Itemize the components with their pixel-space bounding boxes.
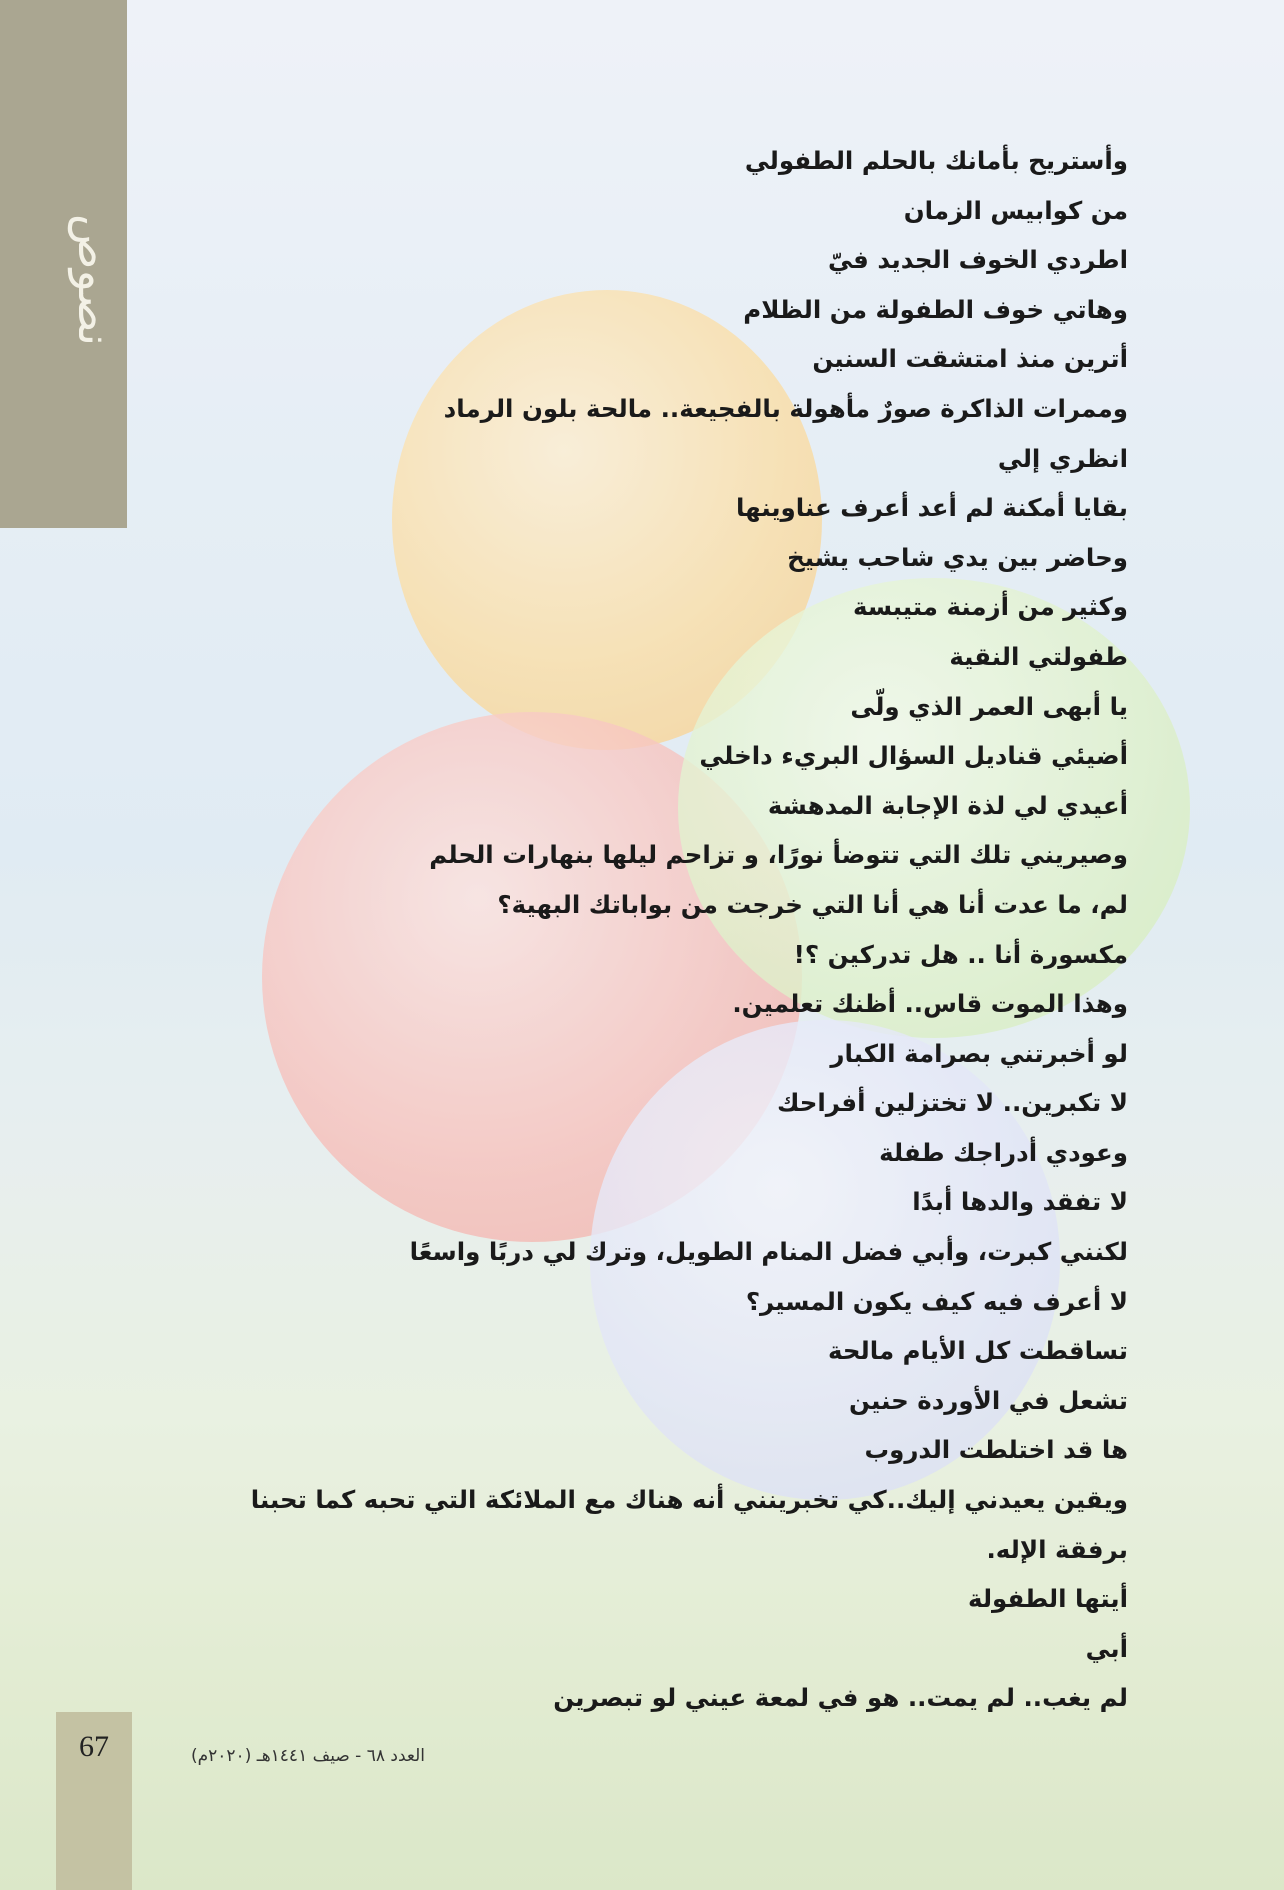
- poem-line: تشعل في الأوردة حنين: [849, 1385, 1128, 1415]
- issue-info: العدد ٦٨ - صيف ١٤٤١هـ (٢٠٢٠م): [190, 1746, 425, 1766]
- poem-line: اطردي الخوف الجديد فيّ: [828, 245, 1128, 275]
- poem-line: وكثير من أزمنة متيبسة: [852, 592, 1128, 622]
- poem-line: ويقين يعيدني إليك..كي تخبرينني أنه هناك مع الملائكة التي تحبه كما تحبنا: [250, 1485, 1128, 1515]
- poem-line: أضيئي قناديل السؤال البريء داخلي: [699, 741, 1128, 771]
- poem-line: أبي: [1085, 1633, 1128, 1663]
- poem-line: طفولتي النقية: [949, 641, 1128, 671]
- poem-line: لكنني كبرت، وأبي فضل المنام الطويل، وترك لي دربًا واسعًا: [409, 1237, 1128, 1267]
- poem-line: لم، ما عدت أنا هي أنا التي خرجت من بواباتك البهية؟: [497, 889, 1128, 919]
- poem-line: لا تكبرين.. لا تختزلين أفراحك: [776, 1088, 1128, 1118]
- page-number: 67: [79, 1730, 109, 1763]
- poem-line: لم يغب.. لم يمت.. هو في لمعة عيني لو تبصرين: [553, 1683, 1128, 1713]
- poem-line: وممرات الذاكرة صورٌ مأهولة بالفجيعة.. مالحة بلون الرماد: [443, 393, 1128, 423]
- poem-body: [150, 136, 1128, 1723]
- poem-line: وحاضر بين يدي شاحب يشيخ: [787, 542, 1128, 572]
- poem-line: لا أعرف فيه كيف يكون المسير؟: [745, 1286, 1128, 1316]
- poem-line: انظري إلي: [997, 443, 1128, 473]
- poem-line: برفقة الإله.: [986, 1534, 1128, 1564]
- poem-line: بقايا أمكنة لم أعد أعرف عناوينها: [735, 493, 1128, 523]
- poem-line: لا تفقد والدها أبدًا: [912, 1187, 1128, 1217]
- poem-line: وأستريح بأمانك بالحلم الطفولي: [744, 146, 1128, 175]
- section-label: نصوص: [68, 213, 122, 347]
- poem-line: وعودي أدراجك طفلة: [879, 1137, 1128, 1167]
- poem-line: أعيدي لي لذة الإجابة المدهشة: [767, 790, 1128, 820]
- poem-line: وهذا الموت قاس.. أظنك تعلمين.: [732, 989, 1128, 1019]
- poem-line: لو أخبرتني بصرامة الكبار: [830, 1038, 1128, 1068]
- poem-line: أيتها الطفولة: [967, 1584, 1128, 1614]
- poem-line: وصيريني تلك التي تتوضأ نورًا، و تزاحم ليلها بنهارات الحلم: [429, 840, 1128, 870]
- poem-line: تساقطت كل الأيام مالحة: [828, 1336, 1128, 1366]
- poem-line: وهاتي خوف الطفولة من الظلام: [743, 294, 1128, 324]
- poem-line: أترين منذ امتشقت السنين: [812, 344, 1128, 374]
- poem-line: من كوابيس الزمان: [903, 195, 1128, 225]
- poem-line: ها قد اختلطت الدروب: [864, 1435, 1128, 1465]
- poem-line: يا أبهى العمر الذي ولّى: [850, 691, 1128, 721]
- poem-line: مكسورة أنا .. هل تدركين ؟!: [793, 939, 1128, 969]
